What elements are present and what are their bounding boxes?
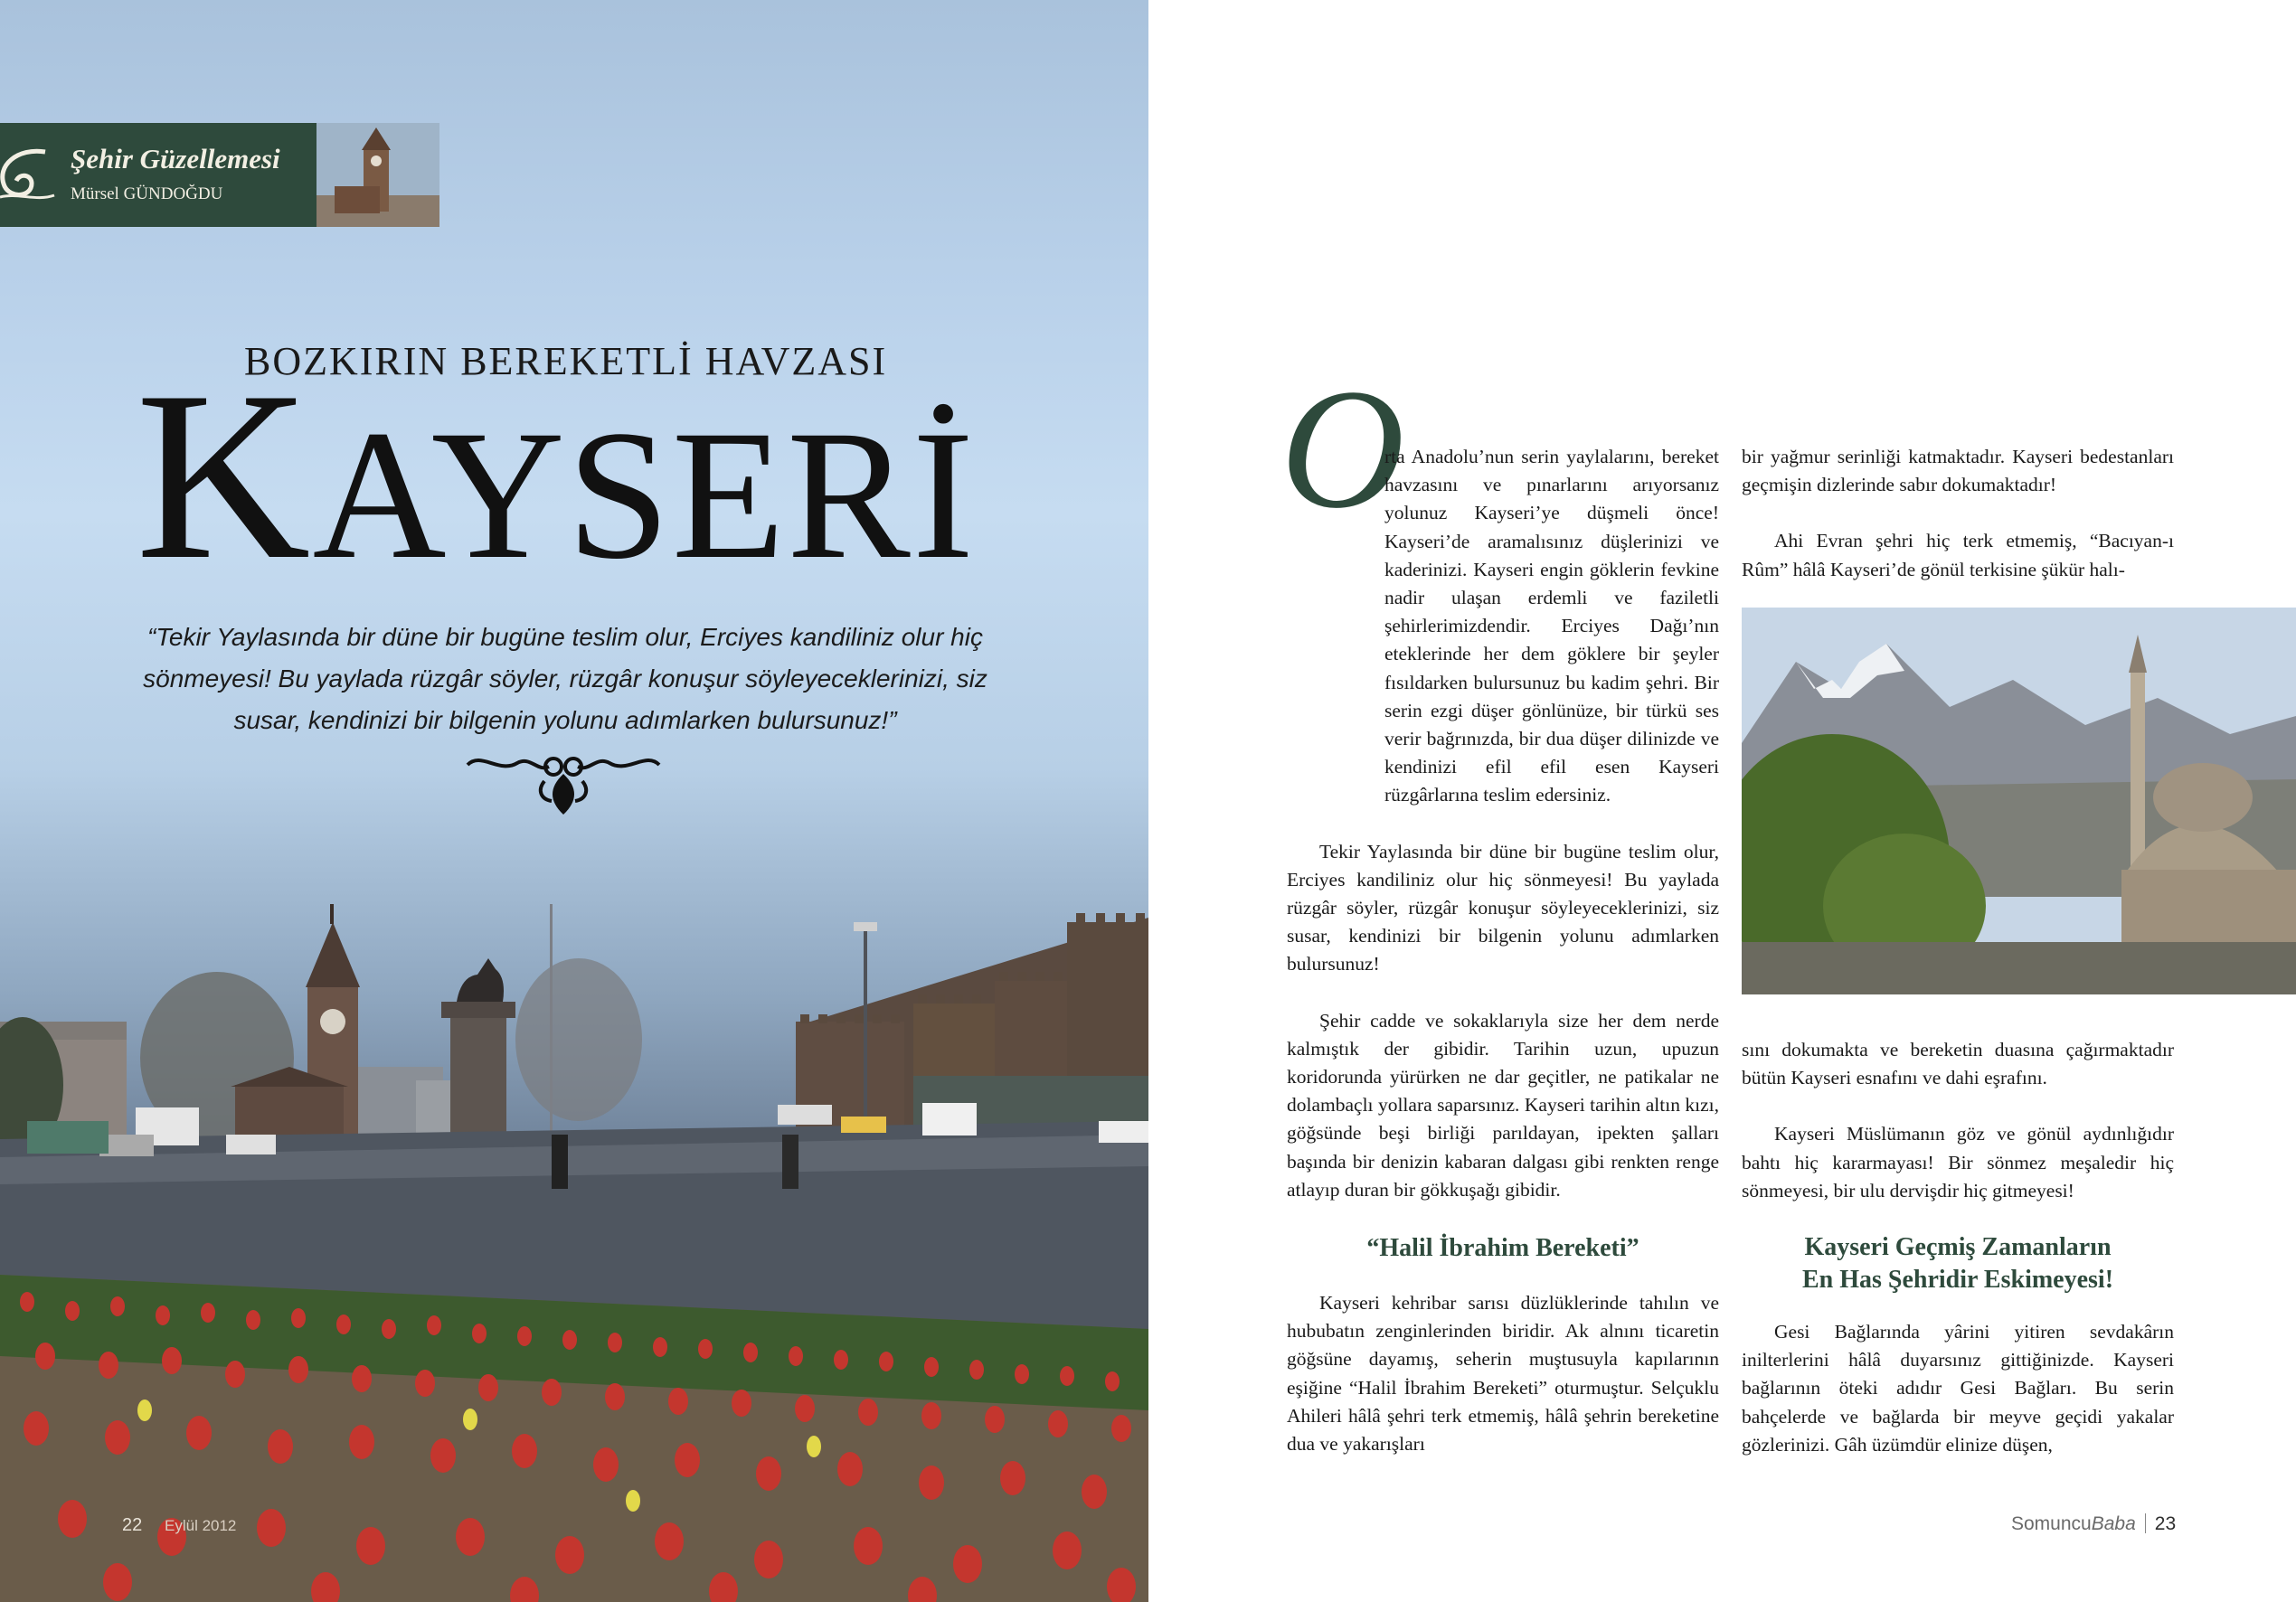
article-column-left-bottom [1287,1289,1719,1458]
paragraph: Şehir cadde ve sokaklarıyla size her dem nerde kalmıştık der gibidir. Tarihin uzun, upuzun koridorunda yürürken ne dar geçitler, ne patikalar ne dolambaçlı yollara saparsınız. Kayseri tarihin altın kızı, göğsünde beşi birliği parıldayan, ipekten şalları başında bir denizin kabaran dalgası gibi renkten renge atlayıp duran bir gökkuşağı gibidir. [1287,1009,1719,1201]
subheading-halil-ibrahim: “Halil İbrahim Bereketi” [1366,1234,1639,1262]
right-page [1148,0,2296,1602]
kicker: BOZKIRIN BEREKETLİ HAVZASI [244,339,888,383]
ornament-divider-icon [463,747,664,817]
page-footer [2011,1513,2176,1535]
article-column-right-top [1742,443,2174,584]
article-column-left [1287,443,1719,1204]
page-number-right: 23 [2154,1513,2177,1534]
main-title [136,341,977,609]
issue-date: Eylül 2012 [165,1517,237,1534]
article-column-right-final [1742,1318,2174,1459]
paragraph: Ahi Evran şehri hiç terk etmemiş, “Bacıyan-ı Rûm” hâlâ Kayseri’de gönül terkisine şükür halı- [1742,530,2174,580]
drop-cap: O [1280,354,1405,544]
paragraph: Gesi Bağlarında yârini yitiren sevdakârın inilterlerini hâlâ duyarsınız gittiğinizde. Kayseri bağlarının öteki adıdır Gesi Bağları. Bu serin bahçelerde ve bağlarda bir meyve geçidi yakalar gözlerinizi. Gâh üzümdür elinize düşen, [1742,1321,2174,1456]
subheading-kayseri-gecmis: Kayseri Geçmiş Zamanların En Has Şehridir Eskimeyesi! [1801,1233,2114,1294]
title-rest: AYSERİ [312,392,977,598]
clock-tower-thumbnail [317,123,439,227]
title-initial: K [136,341,313,609]
paragraph: sını dokumakta ve bereketin duasına çağırmaktadır bütün Kayseri esnafını ve dahi eşrafını. [1742,1039,2174,1089]
lead-quote: “Tekir Yaylasında bir düne bir bugüne teslim olur, Erciyes kandiliniz olur hiç sönmeyesi! Bu yaylada rüzgâr söyler, rüzgâr konuşur söyleyeceklerinizi, siz susar, kendinizi bir bilgenin yolunu adımlarken bulursunuz!” [143,623,987,734]
paragraph: Tekir Yaylasında bir düne bir bugüne teslim olur, Erciyes kandiliniz olur hiç sönmeyesi! Bu yaylada rüzgâr söyler, rüzgâr konuşur söyleyeceklerinizi, siz susar, kendinizi bir bilgenin yolunu adımlarken bulursunuz! [1287,840,1719,975]
article-column-right-bottom [1742,1036,2174,1205]
author-name: Mürsel GÜNDOĞDU [71,184,223,203]
paragraph: rta Anadolu’nun serin yaylalarını, bereket havzasını ve pınarlarını arıyorsanız yolunuz Kayseri’ye düşmeli önce! Kayseri’de aramalısınız düşlerinizi ve kaderinizi. Kayseri engin göklerin fevkine nadir ulaşan erdemli ve faziletli şehirlerimizdendir. Erciyes Dağı’nın eteklerinde her dem göklere bir şeyler fısıldarken bulursunuz bu kadim şehri. Bir serin ezgi düşer gönlünüze, bir türkü ses verir bağrınızda, bir dua düşer dilinizde ve kendinizi efil efil esen Kayseri rüzgârlarına teslim edersiniz. [1384,446,1719,806]
paragraph: bir yağmur serinliği katmaktadır. Kayseri bedestanları geçmişin dizlerinde sabır dokumaktadır! [1742,446,2174,496]
page-number-left: 22 [122,1515,143,1535]
brand-name-first: Somuncu [2011,1513,2092,1534]
section-title: Şehir Güzellemesi [71,143,280,174]
paragraph: Kayseri kehribar sarısı düzlüklerinde tahılın ve hububatın zenginlerinden biridir. Ak alnını ticaretin göğsüne dayamış, seherin muştusuyla kapılarının eşiğine “Halil İbrahim Bereketi” oturmuştur. Selçuklu Ahileri hâlâ şehri terk etmemiş, hâlâ şehrin bereketine dua ve yakarışları [1287,1292,1719,1456]
paragraph: Kayseri Müslümanın göz ve gönül aydınlığıdır bahtı hiç kararmayası! Bir sönmez meşaledir hiç sönmeyesi, bir ulu dervişdir hiç gitmeyesi! [1742,1123,2174,1202]
footer-separator [2145,1513,2146,1533]
brand-name-second: Baba [2091,1513,2136,1534]
flourish-icon [0,143,63,206]
erciyes-mosque-photo [1742,608,2296,994]
